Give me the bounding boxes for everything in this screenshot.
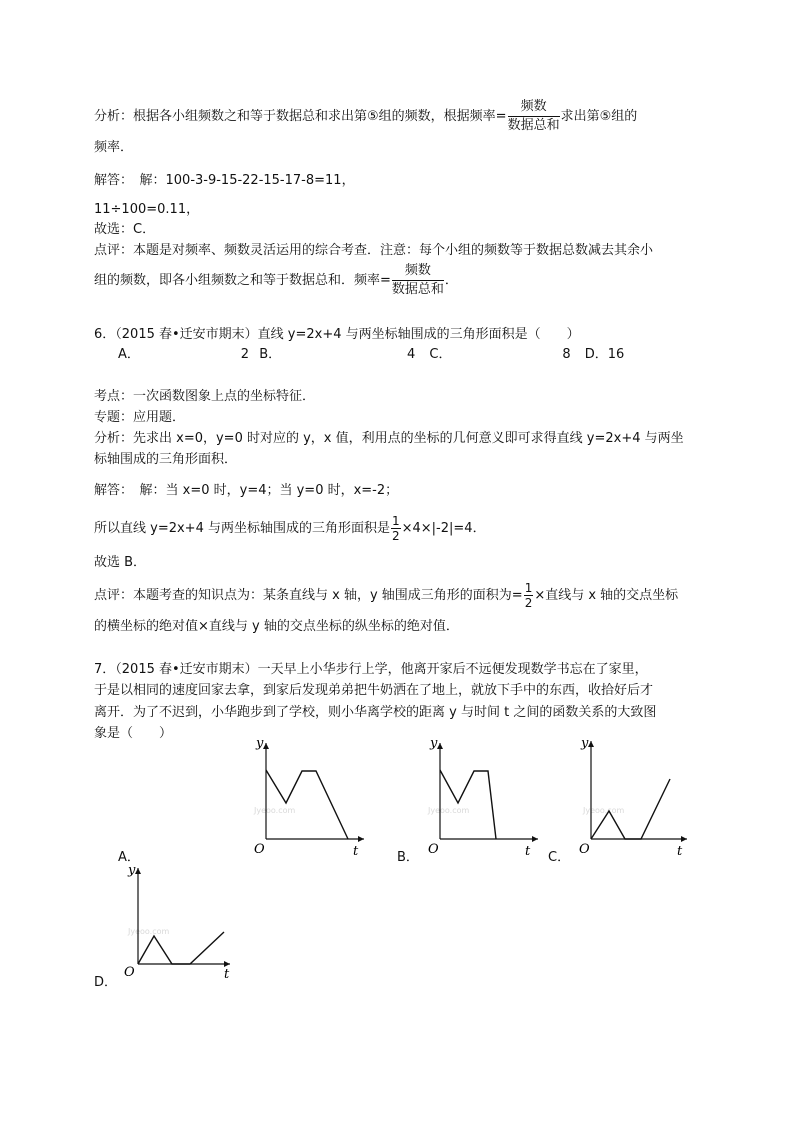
function-curve xyxy=(138,932,224,964)
graph-d-svg xyxy=(112,860,242,985)
x-axis-label: t xyxy=(224,967,230,982)
q7-stem-line1: 7．（2015 春•迁安市期末）一天早上小华步行上学，他离开家后不远便发现数学书忘在了家里， xyxy=(94,662,648,677)
fraction-denominator: 数据总和 xyxy=(507,118,560,133)
option-d-label: D．16 xyxy=(584,347,625,362)
y-axis-arrow xyxy=(437,743,443,749)
q6-answer-pre: 所以直线 y=2x+4 与两坐标轴围成的三角形面积是 xyxy=(94,521,390,536)
frequency-formula-fraction xyxy=(508,98,560,135)
q6-choose: 故选 B． xyxy=(94,555,147,570)
graph-a-svg xyxy=(236,733,376,861)
x-axis-arrow xyxy=(358,836,364,842)
fraction-denominator: 2 xyxy=(524,596,533,610)
origin-label: O xyxy=(428,842,439,857)
q5-comment-pre: 组的频数，即各小组频数之和等于数据总和．频率= xyxy=(94,273,391,288)
function-curve xyxy=(266,770,348,839)
y-axis-label: y xyxy=(256,736,264,751)
watermark: Jyeoo.com xyxy=(583,806,625,815)
q6-comment-line2: 的横坐标的绝对值×直线与 y 轴的交点坐标的纵坐标的绝对值． xyxy=(94,619,459,634)
graph-b xyxy=(410,733,550,861)
x-axis-label: t xyxy=(525,844,531,859)
fraction-numerator: 频数 xyxy=(508,98,560,117)
y-axis-arrow xyxy=(135,868,141,874)
origin-label: O xyxy=(579,842,590,857)
x-axis-label: t xyxy=(353,844,359,859)
option-a-label: A． xyxy=(118,347,140,362)
y-axis-label: y xyxy=(430,736,438,751)
q6-analysis-line1: 分析：先求出 x=0，y=0 时对应的 y，x 值，利用点的坐标的几何意义即可求得直线 y=2x+4 与两坐 xyxy=(94,431,684,446)
fraction-denominator: 2 xyxy=(391,529,400,543)
q6-answer-line2 xyxy=(94,514,486,543)
q5-comment-line1: 点评：本题是对频率、频数灵活运用的综合考查．注意：每个小组的频数等于数据总数减去其余小 xyxy=(94,243,654,258)
graph-b-letter: B． xyxy=(397,850,419,865)
watermark: Jyeoo.com xyxy=(254,806,296,815)
q7-stem-line2: 于是以相同的速度回家去拿，到家后发现弟弟把牛奶洒在了地上，就放下手中的东西，收拾好后才 xyxy=(94,683,654,698)
one-half-fraction xyxy=(391,514,401,543)
q5-analysis-pre: 分析：根据各小组频数之和等于数据总和求出第⑤组的频数，根据频率= xyxy=(94,109,507,124)
watermark: Jyeoo.com xyxy=(428,806,470,815)
q6-kaodian: 考点：一次函数图象上点的坐标特征． xyxy=(94,389,316,404)
y-axis-label: y xyxy=(581,736,589,751)
origin-label: O xyxy=(254,842,265,857)
fraction-numerator: 频数 xyxy=(392,262,444,281)
q5-comment-post: ． xyxy=(444,273,458,288)
graph-b-svg xyxy=(410,733,550,861)
fraction-numerator: 1 xyxy=(391,514,400,528)
q6-stem: 6．（2015 春•迁安市期末）直线 y=2x+4 与两坐标轴围成的三角形面积是（ ） xyxy=(94,327,580,342)
q5-analysis xyxy=(94,98,637,135)
watermark: Jyeoo.com xyxy=(128,927,170,936)
q6-comment-post: ×直线与 x 轴的交点坐标 xyxy=(534,588,679,603)
graph-d xyxy=(112,860,242,985)
fraction-numerator: 1 xyxy=(524,581,533,595)
q5-answer-line1: 解答： 解：100-3-9-15-22-15-17-8=11， xyxy=(94,173,355,188)
graph-a xyxy=(236,733,376,861)
one-half-fraction xyxy=(524,581,534,610)
x-axis-label: t xyxy=(677,844,683,859)
graph-c-letter: C． xyxy=(548,850,571,865)
graph-c xyxy=(565,733,705,861)
origin-label: O xyxy=(124,965,135,980)
x-axis-arrow xyxy=(681,836,687,842)
q6-analysis-line2: 标轴围成的三角形面积． xyxy=(94,452,238,467)
y-axis-arrow xyxy=(263,743,269,749)
q6-comment-pre: 点评：本题考查的知识点为：某条直线与 x 轴，y 轴围成三角形的面积为= xyxy=(94,588,523,603)
function-curve xyxy=(440,770,496,839)
x-axis-arrow xyxy=(532,836,538,842)
q5-answer-line2: 11÷100=0.11， xyxy=(94,202,200,217)
option-b-value: 4 xyxy=(406,347,416,362)
q5-analysis-post: 求出第⑤组的 xyxy=(560,109,638,124)
graph-a-letter: A． xyxy=(118,850,140,865)
graph-c-svg xyxy=(565,733,705,861)
q7-stem-line4: 象是（ ） xyxy=(94,726,173,741)
option-c-label: C． xyxy=(429,347,452,362)
q5-analysis-line2: 频率． xyxy=(94,140,134,155)
q6-answer-post: ×4×|-2|=4． xyxy=(401,521,486,536)
q6-zhuanti: 专题：应用题． xyxy=(94,410,186,425)
frequency-formula-fraction xyxy=(392,262,444,299)
graph-d-letter: D． xyxy=(94,975,118,990)
y-axis-arrow xyxy=(588,741,594,747)
option-a-value: 2 xyxy=(240,347,250,362)
q5-comment-line2 xyxy=(94,262,458,299)
option-b-label: B． xyxy=(259,347,282,362)
q6-answer-line1: 解答： 解：当 x=0 时，y=4；当 y=0 时，x=-2； xyxy=(94,483,399,498)
q7-stem-line3: 离开．为了不迟到，小华跑步到了学校，则小华离学校的距离 y 与时间 t 之间的函数关系的大致图 xyxy=(94,705,657,720)
q5-answer-line3: 故选：C． xyxy=(94,222,156,237)
fraction-denominator: 数据总和 xyxy=(391,282,444,297)
q6-options xyxy=(118,346,624,364)
y-axis-label: y xyxy=(128,863,136,878)
option-c-value: 8 xyxy=(562,347,571,362)
q6-comment-line1 xyxy=(94,581,678,610)
